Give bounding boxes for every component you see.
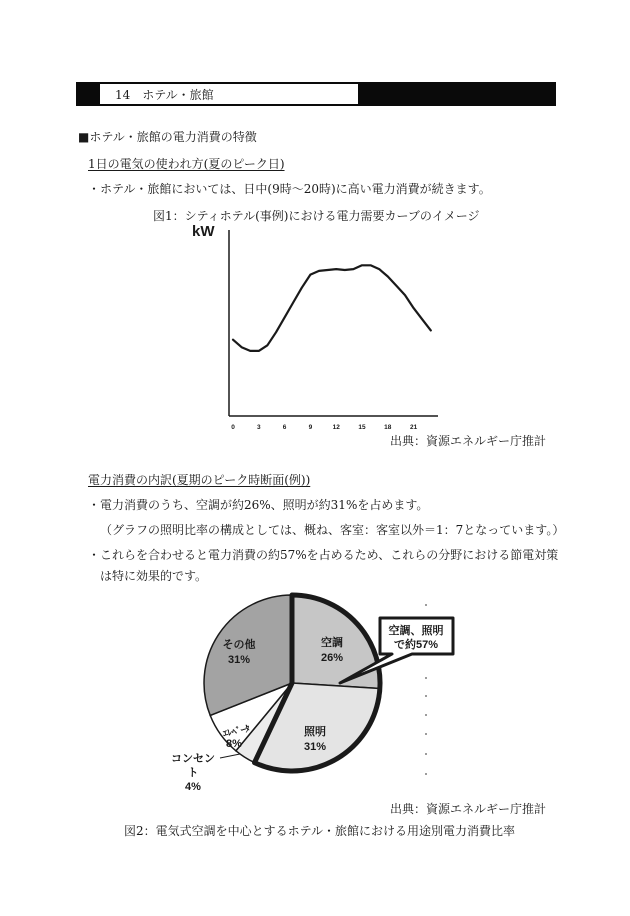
slice-label-outlet-line2: ト	[187, 767, 199, 779]
bullet-combined-share-line1: ・これらを合わせると電力消費の約57%を占めるため、これらの分野における節電対策	[88, 548, 559, 562]
slice-value-outlet: 4%	[185, 781, 201, 793]
slice-label-elevator: ｴﾚﾍﾞｰﾀ	[222, 723, 251, 739]
x-tick-label: 0	[231, 424, 235, 431]
x-tick-label: 3	[256, 424, 261, 431]
line-chart	[170, 222, 470, 437]
x-tick-label: 12	[332, 424, 340, 431]
x-tick-label: 6	[282, 424, 287, 431]
bullet-daytime-consumption: ・ホテル・旅館においては、日中(9時〜20時)に高い電力消費が続きます。	[88, 182, 491, 196]
x-tick-label: 18	[384, 424, 392, 431]
x-tick-label: 15	[358, 424, 366, 431]
demand-curve-line	[233, 265, 431, 351]
slice-label-other: その他	[222, 639, 256, 651]
figure1-caption: 図1：シティホテル(事例)における電力需要カーブのイメージ	[153, 209, 480, 223]
y-axis-label: kW	[192, 223, 215, 240]
figure1-source: 出典：資源エネルギー庁推計	[390, 434, 547, 448]
slice-label-lighting: 照明	[304, 726, 326, 738]
subsection-title-breakdown: 電力消費の内訳(夏期のピーク時断面(例))	[88, 473, 311, 487]
x-tick-label: 9	[308, 424, 313, 431]
slice-label-ac: 空調	[321, 637, 343, 649]
bullet-breakdown: ・電力消費のうち、空調が約26%、照明が約31%を占めます。	[88, 498, 429, 512]
slice-value-ac: 26%	[320, 652, 344, 664]
outlet-leader-line	[220, 754, 240, 758]
slice-value-elevator: 8%	[226, 738, 242, 750]
subsection-title-daily-usage: 1日の電気の使われ方(夏のピーク日)	[88, 157, 285, 171]
slice-label-outlet-line1: コンセン	[171, 753, 215, 765]
figure2-source: 出典：資源エネルギー庁推計	[390, 802, 547, 816]
x-tick-label: 21	[409, 424, 418, 431]
callout-text-line2: で約57%	[393, 639, 439, 651]
pie-chart	[160, 590, 460, 800]
note-lighting-ratio: （グラフの照明比率の構成としては、概ね、客室：客室以外＝1：7となっています。）	[100, 523, 565, 537]
slice-value-lighting: 31%	[303, 741, 327, 753]
header-title: 14 ホテル・旅館	[115, 88, 214, 102]
bullet-combined-share-line2: は特に効果的です。	[100, 569, 208, 583]
slice-value-other: 31%	[227, 654, 251, 666]
callout-text-line1: 空調、照明	[388, 625, 444, 637]
figure2-caption: 図2：電気式空調を中心とするホテル・旅館における用途別電力消費比率	[124, 824, 516, 838]
section-title: ■ホテル・旅館の電力消費の特徴	[78, 130, 257, 144]
